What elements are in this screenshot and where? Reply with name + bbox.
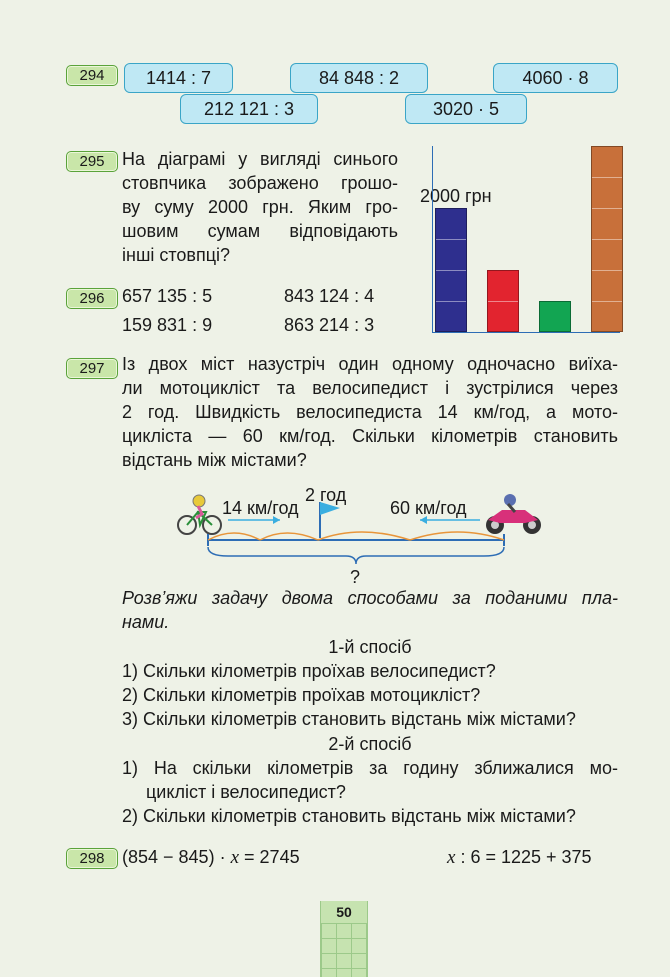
equation-1: [122, 845, 300, 870]
speed-right-label: 60 км/год: [390, 498, 467, 518]
equation-2-right: : 6 = 1225 + 375: [460, 847, 592, 867]
plan-step: 3) Скільки кілометрів становить відстань між містами?: [122, 709, 576, 729]
exercise-number-296: 296: [66, 288, 118, 309]
expression-card: 4060 · 8: [493, 63, 618, 93]
exercise-number-294: 294: [66, 65, 118, 86]
equation-variable: x: [447, 847, 456, 868]
text-line: стовпчика зображено грошо-: [122, 173, 398, 193]
text-line: цикліста — 60 км/год. Скільки кілометрів становить: [122, 426, 618, 446]
exercise-number-297: 297: [66, 358, 118, 379]
bicycle-icon: [178, 495, 221, 534]
text-line: ву суму 2000 грн. Яким гро-: [122, 197, 398, 217]
chart-y-axis: [432, 146, 433, 333]
chart-x-axis: [432, 332, 620, 333]
motion-diagram: [170, 490, 550, 570]
exercise-number-298: 298: [66, 848, 118, 869]
plan-step: 1) На скільки кілометрів за годину зближалися мо-: [122, 758, 618, 778]
bar-cell-divider: [592, 208, 622, 209]
page-number: 50: [321, 901, 367, 923]
division-expression: 843 124 : 4: [284, 286, 375, 306]
plan-step: 2) Скільки кілометрів проїхав мотоцикліст?: [122, 685, 481, 705]
division-expression: 657 135 : 5: [122, 286, 213, 306]
division-expression: 863 214 : 3: [284, 315, 375, 335]
motorcycle-icon: [486, 494, 541, 534]
plan-step: 1) Скільки кілометрів проїхав велосипедист?: [122, 661, 496, 681]
chart-label: 2000 грн: [420, 186, 492, 206]
plan-step-continued: цикліст і велосипедист?: [146, 782, 346, 802]
expression-card: 3020 · 5: [405, 94, 527, 124]
expression-card: 1414 : 7: [124, 63, 233, 93]
page-number-tab: [320, 901, 368, 977]
exercise-297-text: [122, 352, 618, 472]
exercise-number-295: 295: [66, 151, 118, 172]
chart-bar-синій: [435, 208, 467, 332]
instruction: [122, 586, 618, 634]
expression-card: 212 121 : 3: [180, 94, 318, 124]
bar-cell-divider: [436, 239, 466, 240]
arrow-left-icon: [420, 516, 480, 524]
equation-1-right: = 2745: [244, 847, 300, 867]
text-line: 2 год. Швидкість велосипедиста 14 км/год, а мото-: [122, 402, 618, 422]
distance-question: ?: [350, 567, 361, 587]
time-label: 2 год: [305, 485, 347, 505]
chart-bar-червоний: [487, 270, 519, 332]
division-expression: 159 831 : 9: [122, 315, 213, 335]
equation-2: [447, 845, 592, 870]
bar-cell-divider: [592, 239, 622, 240]
hour-arcs: [208, 532, 504, 540]
instruction-line: нами.: [122, 612, 170, 632]
exercise-295-text: [122, 147, 398, 267]
bar-cell-divider: [592, 270, 622, 271]
equation-variable: x: [230, 847, 240, 868]
instruction-line: Розв’яжи задачу двома способами за поданими пла-: [122, 588, 618, 608]
bar-cell-divider: [592, 301, 622, 302]
distance-brace: [208, 547, 504, 564]
arrow-right-icon: [228, 516, 280, 524]
text-line: ли мотоцикліст та велосипедист і зустрілися через: [122, 378, 618, 398]
bar-cell-divider: [488, 301, 518, 302]
chart-bar-коричневий: [591, 146, 623, 332]
method-1-title: 1-й спосіб: [328, 637, 412, 657]
text-line: Із двох міст назустріч один одному одночасно виїха-: [122, 354, 618, 374]
text-line: шовим сумам відповідають: [122, 221, 398, 241]
text-line: На діаграмі у вигляді синього: [122, 149, 398, 169]
equation-1-left: (854 − 845) ·: [122, 847, 226, 867]
text-line: інші стовпці?: [122, 245, 231, 265]
bar-cell-divider: [592, 177, 622, 178]
speed-left-label: 14 км/год: [222, 498, 299, 518]
meeting-flag-icon: [320, 502, 340, 538]
text-line: відстань між містами?: [122, 450, 307, 470]
plan-step: 2) Скільки кілометрів становить відстань між містами?: [122, 806, 576, 826]
bar-cell-divider: [436, 270, 466, 271]
bar-chart: [432, 146, 620, 334]
method-2-title: 2-й спосіб: [328, 734, 412, 754]
chart-bar-зелений: [539, 301, 571, 332]
bar-cell-divider: [436, 301, 466, 302]
expression-card: 84 848 : 2: [290, 63, 428, 93]
